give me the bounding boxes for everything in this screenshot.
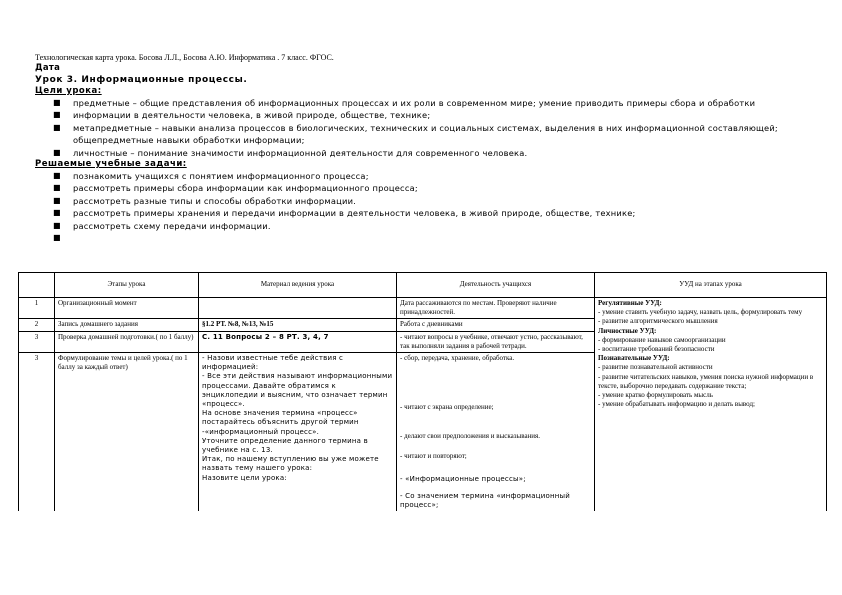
col-header-num	[19, 273, 55, 298]
bullet-icon: ■	[53, 147, 61, 157]
activity-line: - читают с экрана определение;	[400, 403, 494, 412]
bullet-icon: ■	[53, 233, 61, 243]
uud-line: Личностные УУД:	[598, 326, 657, 335]
bullet-icon: ■	[53, 183, 61, 193]
col-header-uud: УУД на этапах урока	[595, 273, 827, 298]
bullet-icon: ■	[53, 122, 61, 132]
col-header-material: Материал ведения урока	[199, 273, 397, 298]
material-cell	[199, 353, 397, 512]
material-cell: С. 11 Вопросы 2 – 8 РТ. 3, 4, 7	[199, 331, 397, 352]
material-line: - Назови известные тебе действия с информацией:	[202, 354, 344, 372]
stage-cell: Проверка домашней подготовки.( по 1 баллу)	[55, 331, 199, 352]
col-header-activity: Деятельность учащихся	[397, 273, 595, 298]
activity-line: - «Информационные процессы»;	[400, 474, 526, 483]
uud-line: - развитие читательских навыков, умения поиска нужной информации в тексте, выборочно передавать содержание текста;	[598, 372, 814, 390]
date-label: Дата	[35, 63, 61, 73]
tasks-list	[35, 170, 815, 243]
activity-line: - сбор, передача, хранение, обработка.	[400, 354, 515, 363]
list-item: ■ познакомить учащихся с понятием информационного процесса;	[53, 171, 369, 182]
lesson-title: Урок 3. Информационные процессы.	[35, 75, 248, 85]
tasks-heading: Решаемые учебные задачи:	[35, 159, 187, 170]
material-line: - Все эти действия называют информационными процессами. Давайте обратимся к энциклопедии и выясним, что означает термин «процесс».	[202, 372, 393, 409]
table-row	[19, 298, 827, 319]
uud-line: - умение кратко формулировать мысль	[598, 391, 713, 400]
activity-cell: Работа с дневниками	[397, 319, 595, 331]
uud-line: - формирование навыков самоорганизации	[598, 335, 726, 344]
list-item: ■ рассмотреть примеры хранения и передачи информации в деятельности человека, в живой природе, обществе, технике;	[53, 208, 636, 219]
list-item: ■ информации в деятельности человека, в живой природе, обществе, технике;	[53, 110, 431, 121]
row-number: 2	[19, 319, 55, 331]
material-cell: §1.2 РТ. №8, №13, №15	[199, 319, 397, 331]
stage-cell: Формулирование темы и целей урока.( по 1 баллу за каждый ответ)	[55, 353, 199, 512]
material-line: Назовите цели урока:	[202, 473, 287, 482]
activity-line: - Со значением термина «информационный процесс»;	[400, 492, 570, 510]
activity-cell: Дата рассаживаются по местам. Проверяют наличие принадлежностей.	[397, 298, 595, 319]
goals-list	[35, 97, 815, 159]
list-item: ■ метапредметные – навыки анализа процессов в биологических, технических и социальных системах, выделения в них информационной составляющей; общепредметные навыки обработки информации;	[53, 122, 778, 146]
row-number: 3	[19, 353, 55, 512]
goals-heading: Цели урока:	[35, 86, 102, 96]
bullet-icon: ■	[53, 171, 61, 181]
uud-line: Познавательные УУД:	[598, 354, 670, 363]
stage-cell: Запись домашнего задания	[55, 319, 199, 331]
list-item: ■ рассмотреть разные типы и способы обработки информации.	[53, 195, 357, 206]
col-header-stage: Этапы урока	[55, 273, 199, 298]
bullet-icon: ■	[53, 195, 61, 205]
table-header-row	[19, 273, 827, 298]
uud-line: Регулятивные УУД:	[598, 299, 662, 307]
uud-cell	[595, 298, 827, 512]
material-line: Уточните определение данного термина в учебнике на с. 13.	[202, 436, 368, 455]
bullet-icon: ■	[53, 98, 61, 107]
list-item: ■ рассмотреть примеры сбора информации как информационного процесса;	[53, 183, 418, 194]
material-cell	[199, 298, 397, 319]
bullet-icon: ■	[53, 220, 61, 230]
material-line: На основе значения термина «процесс» постарайтесь объяснить другой термин -«информационный процесс».	[202, 409, 359, 436]
bullet-icon: ■	[53, 208, 61, 218]
uud-line: - умение ставить учебную задачу, назвать цель, формулировать тему	[598, 308, 803, 317]
document-title: Технологическая карта урока. Босова Л.Л., Босова А.Ю. Информатика . 7 класс. ФГОС.	[35, 53, 334, 62]
lesson-table	[18, 272, 827, 511]
bullet-icon: ■	[53, 110, 61, 120]
uud-line: - развитие алгоритмического мышления	[598, 317, 718, 326]
row-number: 1	[19, 298, 55, 319]
list-item: ■ личностные – понимание значимости информационной деятельности для современного человека.	[53, 147, 528, 158]
activity-line: - делают свои предположения и высказывания.	[400, 432, 541, 441]
stage-cell: Организационный момент	[55, 298, 199, 319]
uud-line: - воспитание требований безопасности	[598, 345, 715, 354]
activity-line: - читают и повторяют;	[400, 451, 467, 460]
list-item: ■ рассмотреть схему передачи информации.	[53, 220, 271, 231]
uud-line: - умение обрабатывать информацию и делать вывод;	[598, 400, 755, 409]
material-line: Итак, по нашему вступлению вы уже можете назвать тему нашего урока:	[202, 455, 379, 473]
activity-cell: - читают вопросы в учебнике, отвечают устно, рассказывают, так выполняли задания в рабочей тетради.	[397, 331, 595, 352]
activity-cell	[397, 353, 595, 512]
document-header	[35, 53, 815, 243]
row-number: 3	[19, 331, 55, 352]
list-item: ■ предметные – общие представления об информационных процессах и их роли в современном мире; умение приводить примеры сбора и обработки	[53, 98, 756, 108]
uud-line: - развитие познавательной активности	[598, 363, 713, 372]
